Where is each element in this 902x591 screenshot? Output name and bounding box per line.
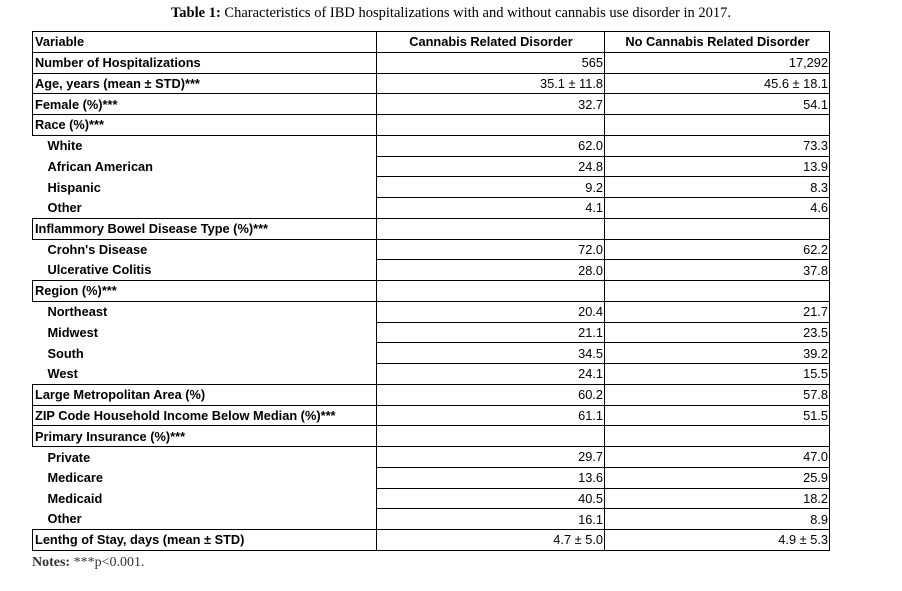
no-cannabis-value-cell: 4.6 bbox=[605, 198, 830, 219]
cannabis-value-cell: 34.5 bbox=[377, 343, 605, 364]
no-cannabis-value-cell: 8.9 bbox=[605, 509, 830, 530]
subcategory-row bbox=[33, 467, 830, 488]
variable-cell: Other bbox=[47, 511, 82, 527]
no-cannabis-value-cell: 15.5 bbox=[605, 364, 830, 385]
cannabis-value-cell: 16.1 bbox=[377, 509, 605, 530]
no-cannabis-value-cell: 45.6 ± 18.1 bbox=[605, 73, 830, 94]
subcategory-row bbox=[33, 135, 830, 156]
cannabis-value-cell: 28.0 bbox=[377, 260, 605, 281]
cannabis-value-cell: 62.0 bbox=[377, 135, 605, 156]
notes-label: Notes: bbox=[32, 555, 71, 570]
subcategory-row bbox=[33, 322, 830, 343]
no-cannabis-value-cell bbox=[605, 115, 830, 136]
subcategory-row bbox=[33, 239, 830, 260]
table-caption bbox=[0, 4, 902, 22]
no-cannabis-value-cell: 62.2 bbox=[605, 239, 830, 260]
category-row bbox=[33, 426, 830, 447]
cannabis-value-cell bbox=[377, 218, 605, 239]
subcategory-row bbox=[33, 364, 830, 385]
subcategory-row bbox=[33, 343, 830, 364]
subcategory-row bbox=[33, 447, 830, 468]
cannabis-value-cell: 61.1 bbox=[377, 405, 605, 426]
cannabis-value-cell: 21.1 bbox=[377, 322, 605, 343]
category-row bbox=[33, 115, 830, 136]
subcategory-row bbox=[33, 177, 830, 198]
cannabis-value-cell: 32.7 bbox=[377, 94, 605, 115]
no-cannabis-value-cell: 23.5 bbox=[605, 322, 830, 343]
category-row bbox=[33, 73, 830, 94]
variable-cell: Medicare bbox=[47, 470, 103, 486]
cannabis-value-cell: 13.6 bbox=[377, 467, 605, 488]
no-cannabis-value-cell: 25.9 bbox=[605, 467, 830, 488]
subcategory-row bbox=[33, 260, 830, 281]
cannabis-value-cell: 20.4 bbox=[377, 301, 605, 322]
variable-cell: Race (%)*** bbox=[33, 115, 377, 136]
category-row bbox=[33, 405, 830, 426]
category-row bbox=[33, 218, 830, 239]
variable-cell: White bbox=[33, 135, 377, 156]
notes-text: ***p<0.001. bbox=[73, 555, 145, 570]
subcategory-row bbox=[33, 156, 830, 177]
variable-cell: Private bbox=[33, 447, 377, 468]
no-cannabis-value-cell: 37.8 bbox=[605, 260, 830, 281]
no-cannabis-value-cell: 73.3 bbox=[605, 135, 830, 156]
variable-cell: Ulcerative Colitis bbox=[47, 262, 152, 278]
cannabis-value-cell bbox=[377, 426, 605, 447]
cannabis-value-cell: 60.2 bbox=[377, 384, 605, 405]
no-cannabis-value-cell: 17,292 bbox=[605, 52, 830, 73]
cannabis-value-cell bbox=[377, 115, 605, 136]
variable-cell: Lenthg of Stay, days (mean ± STD) bbox=[33, 530, 377, 551]
cannabis-value-cell: 72.0 bbox=[377, 239, 605, 260]
variable-cell: Midwest bbox=[47, 324, 98, 340]
table-notes bbox=[32, 555, 145, 571]
variable-cell: African American bbox=[47, 158, 153, 174]
no-cannabis-value-cell bbox=[605, 281, 830, 302]
category-row bbox=[33, 94, 830, 115]
cannabis-value-cell: 9.2 bbox=[377, 177, 605, 198]
cannabis-value-cell: 24.8 bbox=[377, 156, 605, 177]
header-cannabis: Cannabis Related Disorder bbox=[377, 32, 605, 53]
category-row bbox=[33, 52, 830, 73]
variable-cell: ZIP Code Household Income Below Median (%)*** bbox=[33, 405, 377, 426]
table-header-row bbox=[33, 32, 830, 53]
cannabis-value-cell: 35.1 ± 11.8 bbox=[377, 73, 605, 94]
subcategory-row bbox=[33, 509, 830, 530]
no-cannabis-value-cell: 54.1 bbox=[605, 94, 830, 115]
no-cannabis-value-cell: 18.2 bbox=[605, 488, 830, 509]
variable-cell: South bbox=[47, 345, 84, 361]
cannabis-value-cell: 40.5 bbox=[377, 488, 605, 509]
characteristics-table bbox=[32, 31, 830, 551]
variable-cell: Crohn's Disease bbox=[33, 239, 377, 260]
no-cannabis-value-cell: 57.8 bbox=[605, 384, 830, 405]
no-cannabis-value-cell: 51.5 bbox=[605, 405, 830, 426]
variable-cell: Other bbox=[47, 200, 82, 216]
no-cannabis-value-cell: 21.7 bbox=[605, 301, 830, 322]
caption-label: Table 1: bbox=[170, 5, 221, 21]
variable-cell: Primary Insurance (%)*** bbox=[33, 426, 377, 447]
caption-text: Characteristics of IBD hospitalizations with and without cannabis use disorder in 2017. bbox=[224, 5, 732, 21]
subcategory-row bbox=[33, 301, 830, 322]
variable-cell: Region (%)*** bbox=[33, 281, 377, 302]
no-cannabis-value-cell: 8.3 bbox=[605, 177, 830, 198]
no-cannabis-value-cell: 4.9 ± 5.3 bbox=[605, 530, 830, 551]
variable-cell: Female (%)*** bbox=[33, 94, 377, 115]
subcategory-row bbox=[33, 488, 830, 509]
no-cannabis-value-cell bbox=[605, 426, 830, 447]
cannabis-value-cell: 565 bbox=[377, 52, 605, 73]
variable-cell: Medicaid bbox=[47, 490, 103, 506]
variable-cell: Inflammory Bowel Disease Type (%)*** bbox=[33, 218, 377, 239]
cannabis-value-cell: 4.1 bbox=[377, 198, 605, 219]
cannabis-value-cell: 29.7 bbox=[377, 447, 605, 468]
cannabis-value-cell: 4.7 ± 5.0 bbox=[377, 530, 605, 551]
no-cannabis-value-cell bbox=[605, 218, 830, 239]
variable-cell: West bbox=[47, 366, 78, 382]
variable-cell: Number of Hospitalizations bbox=[33, 52, 377, 73]
cannabis-value-cell bbox=[377, 281, 605, 302]
category-row bbox=[33, 281, 830, 302]
variable-cell: Age, years (mean ± STD)*** bbox=[33, 73, 377, 94]
variable-cell: Large Metropolitan Area (%) bbox=[33, 384, 377, 405]
variable-cell: Northeast bbox=[33, 301, 377, 322]
cannabis-value-cell: 24.1 bbox=[377, 364, 605, 385]
variable-cell: Hispanic bbox=[47, 179, 101, 195]
header-variable: Variable bbox=[33, 32, 377, 53]
category-row bbox=[33, 384, 830, 405]
no-cannabis-value-cell: 47.0 bbox=[605, 447, 830, 468]
subcategory-row bbox=[33, 198, 830, 219]
header-no-cannabis: No Cannabis Related Disorder bbox=[605, 32, 830, 53]
category-row bbox=[33, 530, 830, 551]
no-cannabis-value-cell: 13.9 bbox=[605, 156, 830, 177]
no-cannabis-value-cell: 39.2 bbox=[605, 343, 830, 364]
